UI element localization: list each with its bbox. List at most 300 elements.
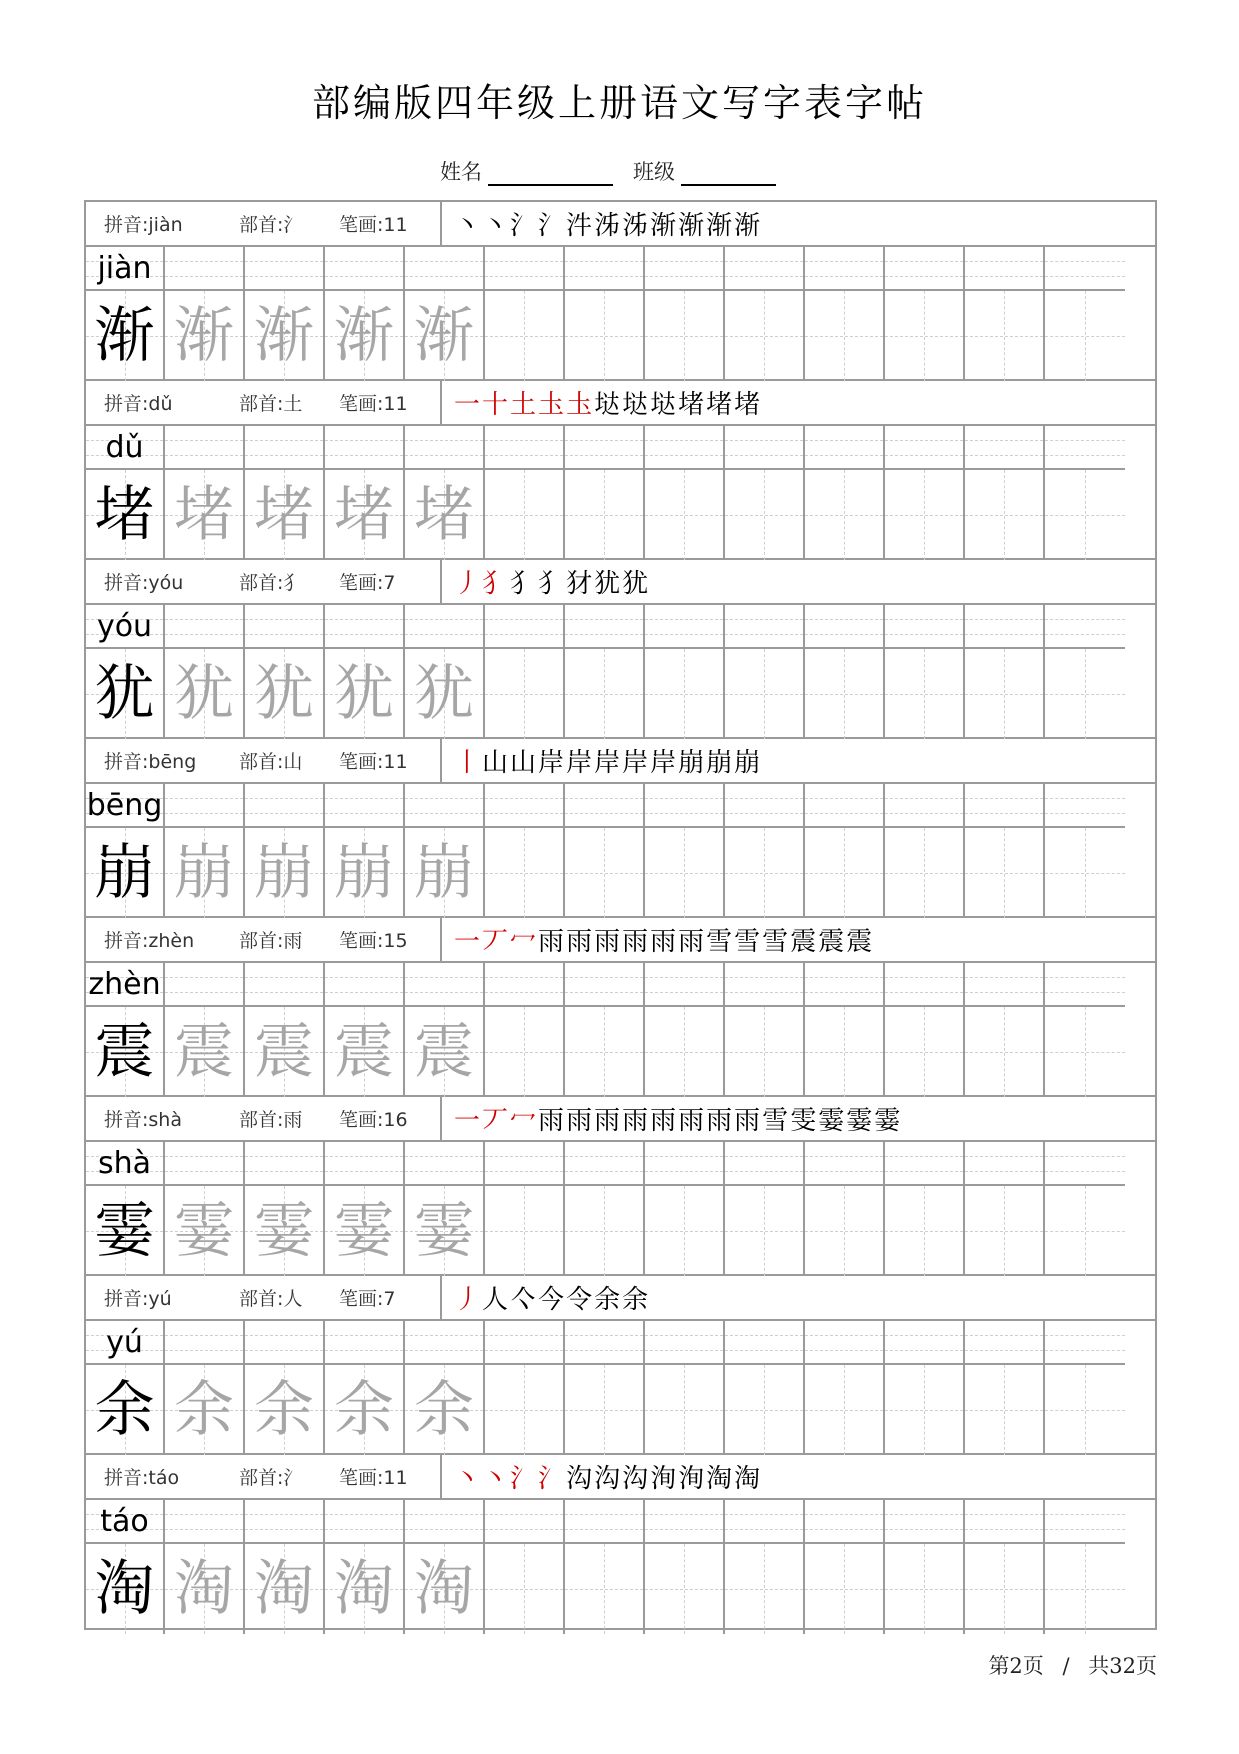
character-cell[interactable] <box>165 1186 243 1276</box>
character-cell[interactable] <box>485 1365 563 1455</box>
character-cell[interactable] <box>405 1365 483 1455</box>
character-cell[interactable] <box>885 649 963 739</box>
pinyin-cell[interactable] <box>165 963 243 1007</box>
character-cell[interactable] <box>86 649 163 739</box>
grid-column[interactable] <box>485 605 565 739</box>
grid-column[interactable] <box>165 784 245 918</box>
character-cell[interactable] <box>965 1186 1043 1276</box>
pinyin-cell[interactable] <box>885 1321 963 1365</box>
pinyin-cell[interactable] <box>325 426 403 470</box>
pinyin-cell[interactable] <box>645 426 723 470</box>
character-cell[interactable] <box>325 470 403 560</box>
character-cell[interactable] <box>805 828 883 918</box>
pinyin-cell[interactable] <box>1045 426 1125 470</box>
character-cell[interactable] <box>245 1365 323 1455</box>
character-cell[interactable] <box>165 1365 243 1455</box>
pinyin-cell[interactable] <box>325 1321 403 1365</box>
character-cell[interactable] <box>565 649 643 739</box>
pinyin-cell[interactable] <box>565 1500 643 1544</box>
pinyin-cell[interactable] <box>86 1321 163 1365</box>
pinyin-cell[interactable] <box>165 784 243 828</box>
pinyin-cell[interactable] <box>885 1500 963 1544</box>
pinyin-cell[interactable] <box>1045 1142 1125 1186</box>
pinyin-cell[interactable] <box>805 247 883 291</box>
pinyin-cell[interactable] <box>325 784 403 828</box>
character-cell[interactable] <box>405 291 483 381</box>
pinyin-cell[interactable] <box>965 247 1043 291</box>
grid-column[interactable] <box>485 1500 565 1634</box>
grid-column[interactable] <box>725 963 805 1097</box>
grid-column[interactable] <box>565 247 645 381</box>
grid-column[interactable] <box>805 605 885 739</box>
grid-column[interactable] <box>405 1500 485 1634</box>
grid-column[interactable] <box>325 784 405 918</box>
grid-column[interactable] <box>805 1142 885 1276</box>
grid-column[interactable] <box>485 247 565 381</box>
pinyin-cell[interactable] <box>1045 247 1125 291</box>
grid-column[interactable] <box>965 1500 1045 1634</box>
grid-column[interactable] <box>645 247 725 381</box>
character-cell[interactable] <box>405 1544 483 1634</box>
pinyin-cell[interactable] <box>245 1321 323 1365</box>
grid-column[interactable] <box>885 963 965 1097</box>
grid-column[interactable] <box>165 1500 245 1634</box>
grid-column[interactable] <box>325 1321 405 1455</box>
grid-column[interactable] <box>565 1500 645 1634</box>
grid-column[interactable] <box>245 784 325 918</box>
character-cell[interactable] <box>245 828 323 918</box>
grid-column[interactable] <box>885 247 965 381</box>
character-cell[interactable] <box>725 470 803 560</box>
character-cell[interactable] <box>1045 291 1125 381</box>
pinyin-cell[interactable] <box>645 1321 723 1365</box>
character-cell[interactable] <box>165 1007 243 1097</box>
character-cell[interactable] <box>1045 1186 1125 1276</box>
pinyin-cell[interactable] <box>645 1142 723 1186</box>
grid-column[interactable] <box>325 1142 405 1276</box>
grid-column[interactable] <box>885 605 965 739</box>
character-cell[interactable] <box>1045 1007 1125 1097</box>
character-cell[interactable] <box>165 649 243 739</box>
character-cell[interactable] <box>405 649 483 739</box>
pinyin-cell[interactable] <box>325 247 403 291</box>
pinyin-cell[interactable] <box>1045 1500 1125 1544</box>
pinyin-cell[interactable] <box>885 426 963 470</box>
pinyin-cell[interactable] <box>86 605 163 649</box>
grid-column[interactable] <box>805 426 885 560</box>
pinyin-cell[interactable] <box>725 1500 803 1544</box>
grid-column[interactable] <box>1045 784 1125 918</box>
pinyin-cell[interactable] <box>725 784 803 828</box>
grid-column[interactable] <box>725 1500 805 1634</box>
character-cell[interactable] <box>645 649 723 739</box>
pinyin-cell[interactable] <box>325 1500 403 1544</box>
pinyin-cell[interactable] <box>805 1500 883 1544</box>
pinyin-cell[interactable] <box>86 1142 163 1186</box>
character-cell[interactable] <box>245 291 323 381</box>
grid-column[interactable] <box>86 605 165 739</box>
pinyin-cell[interactable] <box>245 426 323 470</box>
pinyin-cell[interactable] <box>245 247 323 291</box>
pinyin-cell[interactable] <box>405 784 483 828</box>
pinyin-cell[interactable] <box>805 1321 883 1365</box>
character-cell[interactable] <box>485 470 563 560</box>
grid-column[interactable] <box>965 426 1045 560</box>
grid-column[interactable] <box>245 1500 325 1634</box>
grid-column[interactable] <box>245 426 325 560</box>
grid-column[interactable] <box>725 1142 805 1276</box>
character-cell[interactable] <box>325 1007 403 1097</box>
grid-column[interactable] <box>565 605 645 739</box>
pinyin-cell[interactable] <box>86 1500 163 1544</box>
character-cell[interactable] <box>645 1365 723 1455</box>
character-cell[interactable] <box>86 1186 163 1276</box>
character-cell[interactable] <box>1045 470 1125 560</box>
character-cell[interactable] <box>325 649 403 739</box>
character-cell[interactable] <box>965 1544 1043 1634</box>
pinyin-cell[interactable] <box>725 1321 803 1365</box>
pinyin-cell[interactable] <box>245 784 323 828</box>
pinyin-cell[interactable] <box>1045 1321 1125 1365</box>
grid-column[interactable] <box>325 605 405 739</box>
grid-column[interactable] <box>885 1500 965 1634</box>
character-cell[interactable] <box>805 1186 883 1276</box>
pinyin-cell[interactable] <box>165 426 243 470</box>
grid-column[interactable] <box>86 426 165 560</box>
pinyin-cell[interactable] <box>885 1142 963 1186</box>
pinyin-cell[interactable] <box>965 426 1043 470</box>
character-cell[interactable] <box>1045 828 1125 918</box>
character-cell[interactable] <box>885 1007 963 1097</box>
pinyin-cell[interactable] <box>885 247 963 291</box>
grid-column[interactable] <box>1045 1142 1125 1276</box>
grid-column[interactable] <box>86 1142 165 1276</box>
pinyin-cell[interactable] <box>325 605 403 649</box>
character-cell[interactable] <box>245 470 323 560</box>
class-blank[interactable] <box>681 158 776 186</box>
character-cell[interactable] <box>965 291 1043 381</box>
character-cell[interactable] <box>485 1007 563 1097</box>
pinyin-cell[interactable] <box>885 963 963 1007</box>
pinyin-cell[interactable] <box>965 605 1043 649</box>
character-cell[interactable] <box>245 1186 323 1276</box>
grid-column[interactable] <box>725 426 805 560</box>
character-cell[interactable] <box>805 1007 883 1097</box>
grid-column[interactable] <box>325 247 405 381</box>
character-cell[interactable] <box>165 828 243 918</box>
grid-column[interactable] <box>805 247 885 381</box>
grid-column[interactable] <box>165 605 245 739</box>
pinyin-cell[interactable] <box>565 426 643 470</box>
grid-column[interactable] <box>86 1500 165 1634</box>
pinyin-cell[interactable] <box>645 247 723 291</box>
character-cell[interactable] <box>86 1544 163 1634</box>
pinyin-cell[interactable] <box>645 1500 723 1544</box>
pinyin-cell[interactable] <box>805 605 883 649</box>
character-cell[interactable] <box>645 1544 723 1634</box>
character-cell[interactable] <box>86 470 163 560</box>
grid-column[interactable] <box>86 1321 165 1455</box>
pinyin-cell[interactable] <box>565 1321 643 1365</box>
character-cell[interactable] <box>565 470 643 560</box>
character-cell[interactable] <box>245 1007 323 1097</box>
pinyin-cell[interactable] <box>485 784 563 828</box>
pinyin-cell[interactable] <box>165 1321 243 1365</box>
character-cell[interactable] <box>725 649 803 739</box>
grid-column[interactable] <box>1045 963 1125 1097</box>
character-cell[interactable] <box>565 828 643 918</box>
character-cell[interactable] <box>885 1365 963 1455</box>
grid-column[interactable] <box>245 963 325 1097</box>
pinyin-cell[interactable] <box>965 1321 1043 1365</box>
character-cell[interactable] <box>965 1365 1043 1455</box>
pinyin-cell[interactable] <box>725 605 803 649</box>
character-cell[interactable] <box>86 291 163 381</box>
grid-column[interactable] <box>565 1142 645 1276</box>
pinyin-cell[interactable] <box>165 1500 243 1544</box>
character-cell[interactable] <box>885 1186 963 1276</box>
character-cell[interactable] <box>405 828 483 918</box>
character-cell[interactable] <box>645 1007 723 1097</box>
character-cell[interactable] <box>725 1365 803 1455</box>
pinyin-cell[interactable] <box>86 247 163 291</box>
pinyin-cell[interactable] <box>885 784 963 828</box>
grid-column[interactable] <box>405 1142 485 1276</box>
pinyin-cell[interactable] <box>86 963 163 1007</box>
character-cell[interactable] <box>86 1365 163 1455</box>
character-cell[interactable] <box>1045 1365 1125 1455</box>
character-cell[interactable] <box>565 1186 643 1276</box>
grid-column[interactable] <box>965 1142 1045 1276</box>
grid-column[interactable] <box>965 605 1045 739</box>
character-cell[interactable] <box>325 1544 403 1634</box>
character-cell[interactable] <box>485 1544 563 1634</box>
pinyin-cell[interactable] <box>965 1142 1043 1186</box>
grid-column[interactable] <box>405 784 485 918</box>
grid-column[interactable] <box>885 426 965 560</box>
grid-column[interactable] <box>805 963 885 1097</box>
character-cell[interactable] <box>885 470 963 560</box>
pinyin-cell[interactable] <box>485 963 563 1007</box>
grid-column[interactable] <box>405 963 485 1097</box>
grid-column[interactable] <box>86 247 165 381</box>
grid-column[interactable] <box>1045 605 1125 739</box>
pinyin-cell[interactable] <box>965 963 1043 1007</box>
grid-column[interactable] <box>325 1500 405 1634</box>
character-cell[interactable] <box>805 470 883 560</box>
character-cell[interactable] <box>885 828 963 918</box>
character-cell[interactable] <box>805 649 883 739</box>
character-cell[interactable] <box>965 1007 1043 1097</box>
pinyin-cell[interactable] <box>725 963 803 1007</box>
grid-column[interactable] <box>885 1142 965 1276</box>
pinyin-cell[interactable] <box>725 1142 803 1186</box>
grid-column[interactable] <box>1045 247 1125 381</box>
character-cell[interactable] <box>725 1186 803 1276</box>
grid-column[interactable] <box>565 1321 645 1455</box>
pinyin-cell[interactable] <box>885 605 963 649</box>
pinyin-cell[interactable] <box>565 784 643 828</box>
character-cell[interactable] <box>725 291 803 381</box>
pinyin-cell[interactable] <box>965 1500 1043 1544</box>
pinyin-cell[interactable] <box>245 605 323 649</box>
grid-column[interactable] <box>805 1500 885 1634</box>
grid-column[interactable] <box>645 605 725 739</box>
grid-column[interactable] <box>965 963 1045 1097</box>
grid-column[interactable] <box>645 426 725 560</box>
grid-column[interactable] <box>485 963 565 1097</box>
name-blank[interactable] <box>488 158 613 186</box>
grid-column[interactable] <box>86 963 165 1097</box>
grid-column[interactable] <box>885 1321 965 1455</box>
character-cell[interactable] <box>885 291 963 381</box>
grid-column[interactable] <box>965 1321 1045 1455</box>
pinyin-cell[interactable] <box>405 247 483 291</box>
character-cell[interactable] <box>645 828 723 918</box>
character-cell[interactable] <box>965 828 1043 918</box>
character-cell[interactable] <box>725 1544 803 1634</box>
grid-column[interactable] <box>165 1142 245 1276</box>
character-cell[interactable] <box>965 649 1043 739</box>
character-cell[interactable] <box>325 1186 403 1276</box>
character-cell[interactable] <box>885 1544 963 1634</box>
character-cell[interactable] <box>86 1007 163 1097</box>
pinyin-cell[interactable] <box>485 1321 563 1365</box>
character-cell[interactable] <box>965 470 1043 560</box>
grid-column[interactable] <box>645 1321 725 1455</box>
pinyin-cell[interactable] <box>725 247 803 291</box>
grid-column[interactable] <box>725 1321 805 1455</box>
character-cell[interactable] <box>405 1186 483 1276</box>
pinyin-cell[interactable] <box>165 605 243 649</box>
grid-column[interactable] <box>165 1321 245 1455</box>
character-cell[interactable] <box>725 1007 803 1097</box>
pinyin-cell[interactable] <box>565 247 643 291</box>
pinyin-cell[interactable] <box>805 1142 883 1186</box>
grid-column[interactable] <box>245 247 325 381</box>
grid-column[interactable] <box>245 1142 325 1276</box>
pinyin-cell[interactable] <box>725 426 803 470</box>
grid-column[interactable] <box>565 963 645 1097</box>
character-cell[interactable] <box>805 291 883 381</box>
pinyin-cell[interactable] <box>1045 605 1125 649</box>
pinyin-cell[interactable] <box>1045 784 1125 828</box>
grid-column[interactable] <box>645 1500 725 1634</box>
character-cell[interactable] <box>645 1186 723 1276</box>
pinyin-cell[interactable] <box>485 1500 563 1544</box>
pinyin-cell[interactable] <box>245 1142 323 1186</box>
pinyin-cell[interactable] <box>245 963 323 1007</box>
grid-column[interactable] <box>645 1142 725 1276</box>
grid-column[interactable] <box>245 605 325 739</box>
grid-column[interactable] <box>565 784 645 918</box>
grid-column[interactable] <box>1045 1500 1125 1634</box>
character-cell[interactable] <box>565 1544 643 1634</box>
grid-column[interactable] <box>405 1321 485 1455</box>
grid-column[interactable] <box>485 1321 565 1455</box>
character-cell[interactable] <box>805 1544 883 1634</box>
grid-column[interactable] <box>165 426 245 560</box>
pinyin-cell[interactable] <box>165 247 243 291</box>
pinyin-cell[interactable] <box>325 1142 403 1186</box>
pinyin-cell[interactable] <box>485 426 563 470</box>
grid-column[interactable] <box>805 784 885 918</box>
grid-column[interactable] <box>325 963 405 1097</box>
grid-column[interactable] <box>965 784 1045 918</box>
character-cell[interactable] <box>645 291 723 381</box>
grid-column[interactable] <box>1045 1321 1125 1455</box>
pinyin-cell[interactable] <box>405 963 483 1007</box>
grid-column[interactable] <box>885 784 965 918</box>
character-cell[interactable] <box>485 291 563 381</box>
grid-column[interactable] <box>325 426 405 560</box>
pinyin-cell[interactable] <box>86 784 163 828</box>
grid-column[interactable] <box>245 1321 325 1455</box>
character-cell[interactable] <box>165 291 243 381</box>
pinyin-cell[interactable] <box>245 1500 323 1544</box>
character-cell[interactable] <box>165 470 243 560</box>
pinyin-cell[interactable] <box>485 605 563 649</box>
character-cell[interactable] <box>725 828 803 918</box>
grid-column[interactable] <box>965 247 1045 381</box>
grid-column[interactable] <box>485 1142 565 1276</box>
grid-column[interactable] <box>485 784 565 918</box>
pinyin-cell[interactable] <box>1045 963 1125 1007</box>
pinyin-cell[interactable] <box>645 784 723 828</box>
pinyin-cell[interactable] <box>565 963 643 1007</box>
character-cell[interactable] <box>645 470 723 560</box>
pinyin-cell[interactable] <box>165 1142 243 1186</box>
character-cell[interactable] <box>245 1544 323 1634</box>
grid-column[interactable] <box>165 247 245 381</box>
pinyin-cell[interactable] <box>325 963 403 1007</box>
pinyin-cell[interactable] <box>805 963 883 1007</box>
pinyin-cell[interactable] <box>645 963 723 1007</box>
character-cell[interactable] <box>325 1365 403 1455</box>
grid-column[interactable] <box>485 426 565 560</box>
grid-column[interactable] <box>725 605 805 739</box>
character-cell[interactable] <box>1045 1544 1125 1634</box>
grid-column[interactable] <box>725 247 805 381</box>
pinyin-cell[interactable] <box>485 1142 563 1186</box>
pinyin-cell[interactable] <box>405 1321 483 1365</box>
pinyin-cell[interactable] <box>565 605 643 649</box>
character-cell[interactable] <box>165 1544 243 1634</box>
pinyin-cell[interactable] <box>965 784 1043 828</box>
pinyin-cell[interactable] <box>565 1142 643 1186</box>
character-cell[interactable] <box>805 1365 883 1455</box>
character-cell[interactable] <box>565 1365 643 1455</box>
character-cell[interactable] <box>86 828 163 918</box>
pinyin-cell[interactable] <box>86 426 163 470</box>
grid-column[interactable] <box>1045 426 1125 560</box>
grid-column[interactable] <box>725 784 805 918</box>
grid-column[interactable] <box>645 963 725 1097</box>
pinyin-cell[interactable] <box>405 1142 483 1186</box>
grid-column[interactable] <box>405 247 485 381</box>
character-cell[interactable] <box>245 649 323 739</box>
character-cell[interactable] <box>485 649 563 739</box>
character-cell[interactable] <box>485 1186 563 1276</box>
character-cell[interactable] <box>325 828 403 918</box>
character-cell[interactable] <box>485 828 563 918</box>
character-cell[interactable] <box>565 1007 643 1097</box>
character-cell[interactable] <box>405 1007 483 1097</box>
character-cell[interactable] <box>325 291 403 381</box>
grid-column[interactable] <box>165 963 245 1097</box>
pinyin-cell[interactable] <box>405 426 483 470</box>
pinyin-cell[interactable] <box>405 1500 483 1544</box>
